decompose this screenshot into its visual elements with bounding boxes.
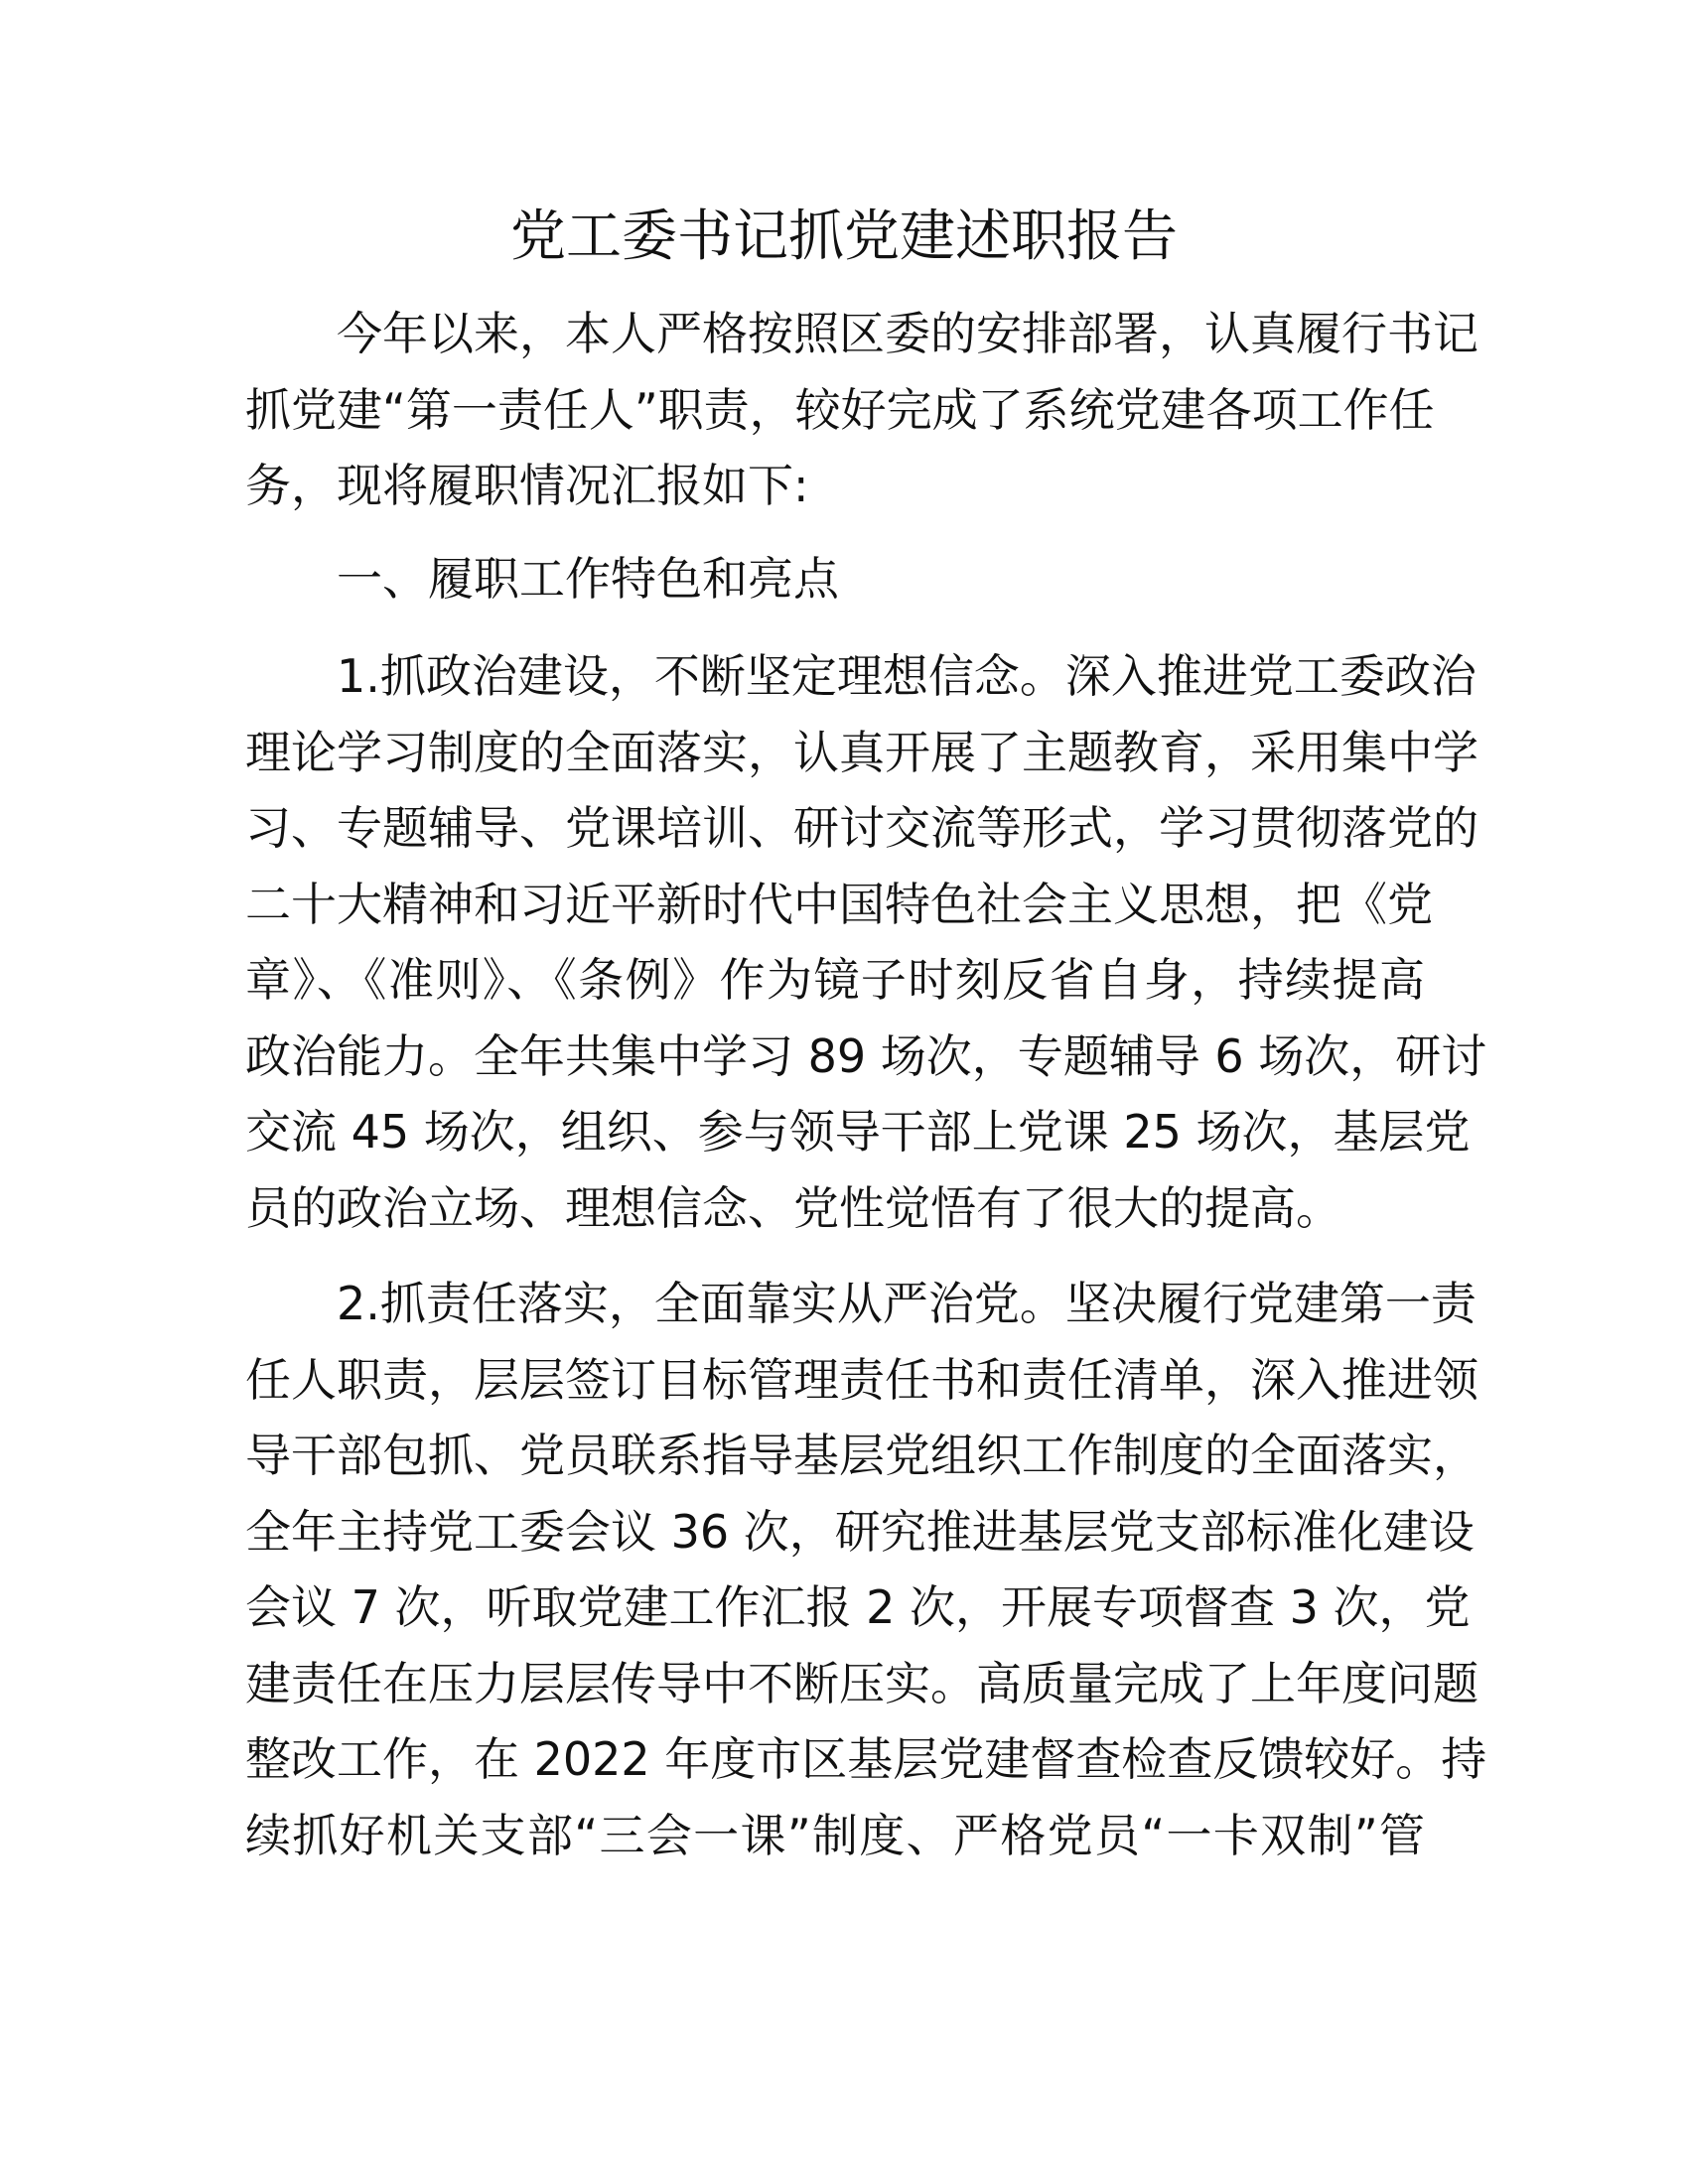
text-line: 1.抓政治建设，不断坚定理想信念。深入推进党工委政治 [337,649,1477,703]
text-line: 员的政治立场、理想信念、党性觉悟有了很大的提高。 [245,1180,1341,1235]
text-line: 习、专题辅导、党课培训、研讨交流等形式，学习贯彻落党的 [245,801,1478,855]
text-line: 会议 7 次，听取党建工作汇报 2 次，开展专项督查 3 次，党 [245,1580,1471,1634]
text-line: 今年以来，本人严格按照区委的安排部署，认真履行书记 [337,307,1478,360]
paragraph-political-building [245,638,1487,1246]
text-line: 一、履职工作特色和亮点 [337,552,839,606]
text-line: 任人职责，层层签订目标管理责任书和责任清单，深入推进领 [245,1352,1478,1407]
section-heading [245,541,1425,617]
text-line: 政治能力。全年共集中学习 89 场次，专题辅导 6 场次，研讨 [245,1028,1487,1083]
text-line: 整改工作，在 2022 年度市区基层党建督查检查反馈较好。持 [245,1732,1487,1786]
text-line: 章》、《准则》、《条例》作为镜子时刻反省自身，持续提高 [245,953,1425,1007]
text-line: 抓党建“第一责任人”职责，较好完成了系统党建各项工作任 [245,382,1435,437]
text-line: 理论学习制度的全面落实，认真开展了主题教育，采用集中学 [245,725,1478,779]
text-line: 交流 45 场次，组织、参与领导干部上党课 25 场次，基层党 [245,1105,1471,1159]
text-line: 全年主持党工委会议 36 次，研究推进基层党支部标准化建设 [245,1504,1475,1559]
text-line: 续抓好机关支部“三会一课”制度、严格党员“一卡双制”管 [245,1808,1425,1862]
text-line: 二十大精神和习近平新时代中国特色社会主义思想，把《党 [245,877,1433,931]
text-line: 建责任在压力层层传导中不断压实。高质量完成了上年度问题 [245,1656,1478,1710]
paragraph-responsibility [245,1266,1487,1873]
text-line: 2.抓责任落实，全面靠实从严治党。坚决履行党建第一责 [337,1277,1477,1330]
text-line: 导干部包抓、党员联系指导基层党组织工作制度的全面落实， [245,1429,1478,1482]
text-line: 务，现将履职情况汇报如下: [245,459,809,512]
intro-paragraph [245,296,1478,524]
document-title: 党工委书记抓党建述职报告 [510,205,1178,269]
